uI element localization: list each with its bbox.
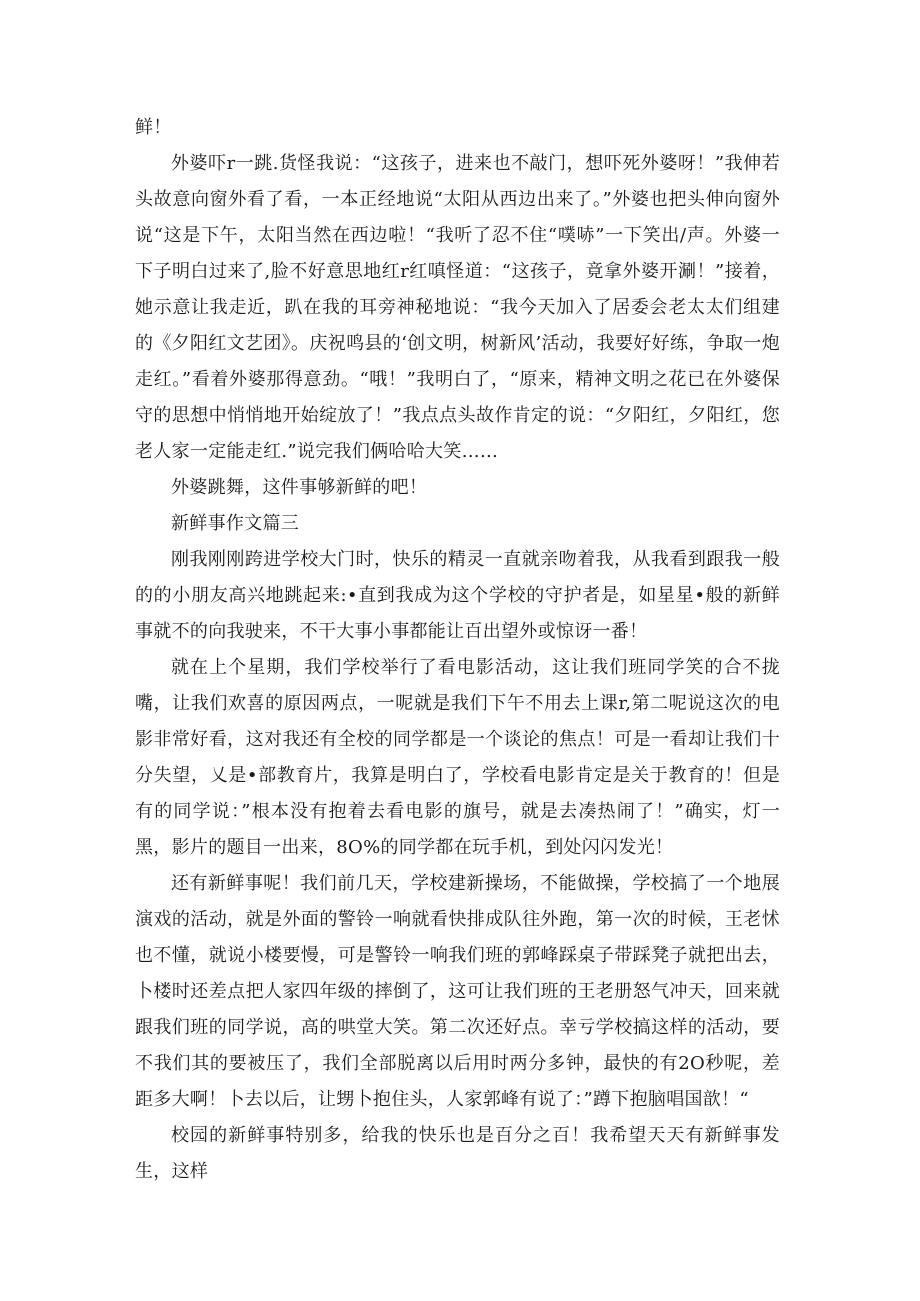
section-heading: 新鲜事作文篇三	[171, 513, 300, 534]
paragraph-continuation: 鲜！	[135, 117, 172, 138]
document-page	[135, 110, 780, 1190]
paragraph-grandma-dance: 外婆跳舞，这件事够新鲜的吧！	[171, 477, 428, 498]
paragraph-earthquake-drill: 还有新鲜事呢！我们前几天，学校建新操场，不能做操，学校搞了一个地展演戏的活动，就是外面的警铃一响就看快排成队往外跑，第一次的时候，王老怵也不懂，就说小楼要慢，可是警铃一响我们班的郭峰踩桌子带踩凳子就把出去，卜楼时还差点把人家四年级的摔倒了，这可让我们班的王老册怒气冲天，回来就跟我们班的同学说，高的哄堂大笑。第二次还好点。幸亏学校搞这样的活动，要不我们其的要被压了，我们全部脱离以后用时两分多钟，最快的有2O秒呢，差距多大啊！卜去以后，让甥卜抱住头，人家郭峰有说了：”蹲下抱脑唱国歆！“	[135, 873, 780, 1110]
paragraph-school-gate: 刚我刚刚跨进学校大门时，快乐的精灵一直就亲吻着我，从我看到跟我一般的的小朋友高兴地跳起来:•直到我成为这个学校的守护者是，如星星•般的新鲜事就不的向我驶来，不干大事小事都能让百出望外或惊讶一番！	[135, 549, 780, 642]
paragraph-closing: 校园的新鲜事特别多，给我的快乐也是百分之百！我希望天天有新鲜事发生，这样	[135, 1125, 780, 1182]
paragraph-grandma-surprise: 外婆吓r一跳.货怪我说：“这孩子，进来也不敲门，想吓死外婆呀！”我伸若头故意向窗外看了看，一本正经地说“太阳从西边出来了。”外婆也把头伸向窗外说“这是下午，太阳当然在西边啦！“我听了忍不住“噗哧”一下笑出/声。外婆一下子明白过来了,脸不好意思地红r红嗔怪道：“这孩子，竟拿外婆开涮！”接着，她示意让我走近，趴在我的耳旁神秘地说：“我今天加入了居委会老太太们组建的《夕阳红文艺团》。庆祝鸣县的‘创文明，树新风’活动，我要好好练，争取一炮走红。”看着外婆那得意劲。“哦！”我明白了，“原来，精神文明之花已在外婆保守的思想中悄悄地开始绽放了！”我点点头故作肯定的说：“夕阳红，夕阳红，您老人家一定能走红.”说完我们俩哈哈大笑……	[135, 153, 780, 462]
paragraph-movie-event: 就在上个星期，我们学校举行了看电影活动，这让我们班同学笑的合不拢嘴，让我们欢喜的原因两点，一呢就是我们下午不用去上课r,第二呢说这次的电影非常好看，这对我还有全校的同学都是一个谈论的焦点！可是一看却让我们十分失望，乂是•部教育片，我算是明白了，学校看电影肯定是关于教育的！但是有的同学说：”根本没有抱着去看电影的旗号，就是去凑热闹了！”确实，灯一黑，影片的题目一出来，8O%的同学都在玩手机，到处闪闪发光！	[135, 657, 780, 858]
